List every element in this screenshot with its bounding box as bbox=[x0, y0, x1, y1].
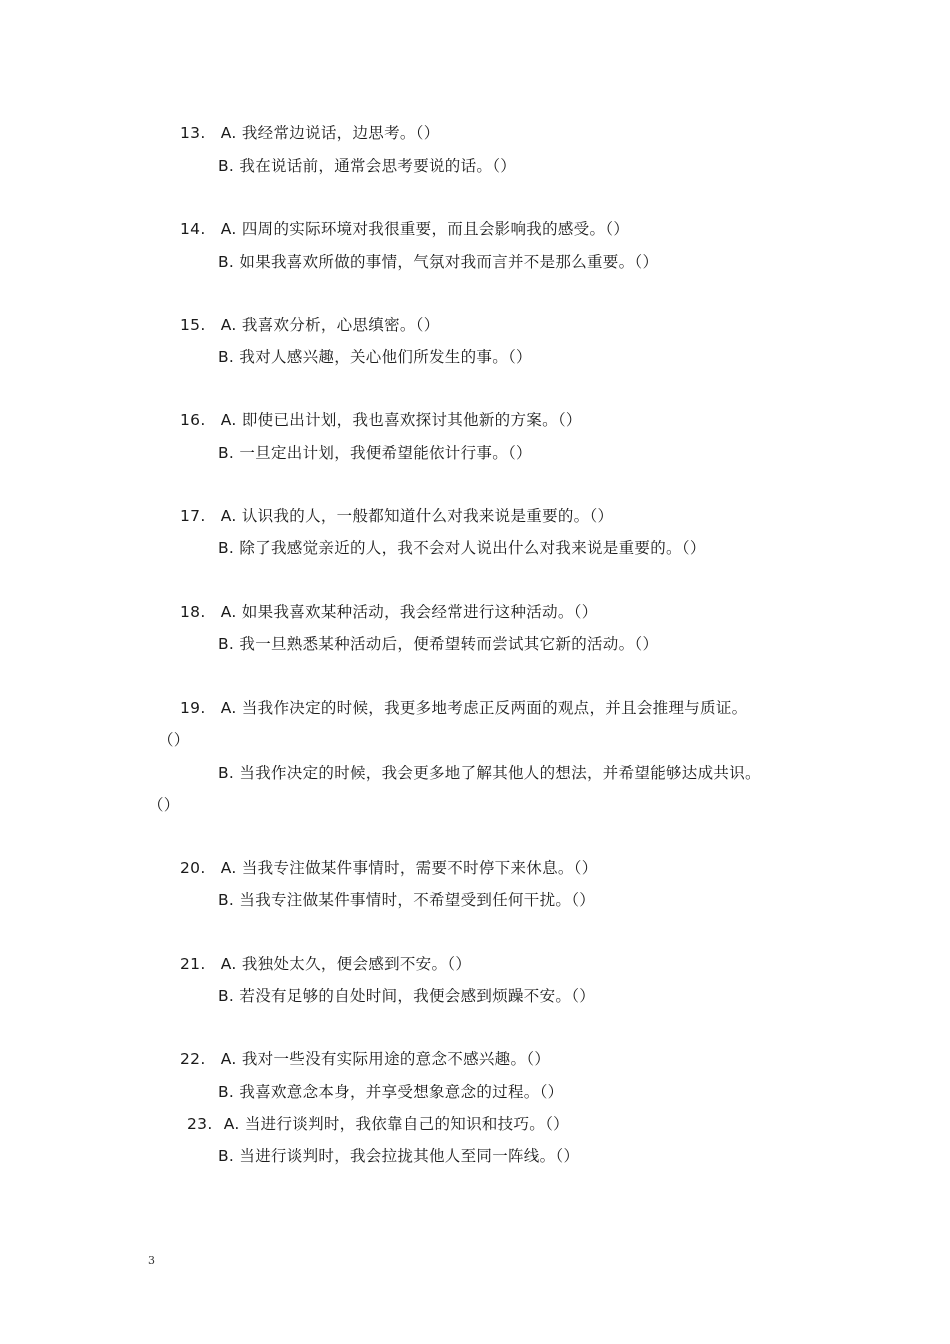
option-a-text: A. 当我作决定的时候，我更多地考虑正反两面的观点，并且会推理与质证。 bbox=[220, 699, 748, 717]
question-number: 13. bbox=[180, 124, 206, 142]
question-number: 16. bbox=[180, 411, 206, 429]
question-number: 20. bbox=[180, 859, 206, 877]
option-a-text: A. 我经常边说话，边思考。（） bbox=[220, 124, 440, 142]
question-14-option-a bbox=[180, 218, 629, 240]
question-18-option-a bbox=[180, 601, 598, 623]
question-number: 15. bbox=[180, 316, 206, 334]
question-number: 23. bbox=[187, 1115, 213, 1133]
option-a-text: A. 四周的实际环境对我很重要，而且会影响我的感受。（） bbox=[220, 220, 630, 238]
question-23-option-a bbox=[187, 1113, 569, 1135]
question-19-option-a-wrap bbox=[158, 729, 190, 751]
option-a-text: A. 即使已出计划，我也喜欢探讨其他新的方案。（） bbox=[220, 411, 582, 429]
question-15-option-a bbox=[180, 314, 440, 336]
option-b-text: B. 我在说话前，通常会思考要说的话。（） bbox=[218, 157, 517, 175]
question-20-option-a bbox=[180, 857, 598, 879]
question-15-option-b bbox=[218, 346, 532, 368]
question-17-option-b bbox=[218, 537, 706, 559]
option-b-text: B. 当我专注做某件事情时，不希望受到任何干扰。（） bbox=[218, 891, 596, 909]
question-16-option-b bbox=[218, 442, 532, 464]
question-number: 22. bbox=[180, 1050, 206, 1068]
question-number: 21. bbox=[180, 955, 206, 973]
option-b-text: B. 除了我感觉亲近的人，我不会对人说出什么对我来说是重要的。（） bbox=[218, 539, 706, 557]
question-17-option-a bbox=[180, 505, 613, 527]
option-b-text: B. 如果我喜欢所做的事情，气氛对我而言并不是那么重要。（） bbox=[218, 253, 659, 271]
option-b-wrap-text: （） bbox=[148, 796, 180, 814]
question-number: 19. bbox=[180, 699, 206, 717]
option-b-text: B. 我喜欢意念本身，并享受想象意念的过程。（） bbox=[218, 1083, 564, 1101]
option-a-text: A. 当我专注做某件事情时，需要不时停下来休息。（） bbox=[220, 859, 598, 877]
page-number: 3 bbox=[148, 1254, 155, 1267]
question-13-option-b bbox=[218, 155, 516, 177]
question-number: 17. bbox=[180, 507, 206, 525]
option-b-text: B. 当我作决定的时候，我会更多地了解其他人的想法，并希望能够达成共识。 bbox=[218, 764, 761, 782]
option-a-text: A. 我喜欢分析，心思缜密。（） bbox=[220, 316, 440, 334]
question-18-option-b bbox=[218, 633, 658, 655]
option-a-text: A. 我对一些没有实际用途的意念不感兴趣。（） bbox=[220, 1050, 551, 1068]
question-21-option-a bbox=[180, 953, 471, 975]
option-a-text: A. 当进行谈判时，我依靠自己的知识和技巧。（） bbox=[223, 1115, 569, 1133]
question-14-option-b bbox=[218, 251, 658, 273]
question-20-option-b bbox=[218, 889, 595, 911]
option-a-text: A. 如果我喜欢某种活动，我会经常进行这种活动。（） bbox=[220, 603, 598, 621]
option-a-text: A. 认识我的人，一般都知道什么对我来说是重要的。（） bbox=[220, 507, 614, 525]
question-19-option-b-wrap bbox=[148, 794, 180, 816]
question-21-option-b bbox=[218, 985, 595, 1007]
question-19-option-b bbox=[218, 762, 761, 784]
question-number: 14. bbox=[180, 220, 206, 238]
question-16-option-a bbox=[180, 409, 582, 431]
option-a-wrap-text: （） bbox=[158, 731, 190, 749]
question-22-option-b bbox=[218, 1081, 563, 1103]
question-19-option-a bbox=[180, 697, 747, 719]
question-number: 18. bbox=[180, 603, 206, 621]
question-23-option-b bbox=[218, 1145, 579, 1167]
question-13-option-a bbox=[180, 122, 440, 144]
option-b-text: B. 一旦定出计划，我便希望能依计行事。（） bbox=[218, 444, 532, 462]
option-b-text: B. 若没有足够的自处时间，我便会感到烦躁不安。（） bbox=[218, 987, 596, 1005]
question-22-option-a bbox=[180, 1048, 550, 1070]
option-b-text: B. 当进行谈判时，我会拉拢其他人至同一阵线。（） bbox=[218, 1147, 580, 1165]
option-b-text: B. 我一旦熟悉某种活动后，便希望转而尝试其它新的活动。（） bbox=[218, 635, 659, 653]
option-b-text: B. 我对人感兴趣，关心他们所发生的事。（） bbox=[218, 348, 532, 366]
option-a-text: A. 我独处太久，便会感到不安。（） bbox=[220, 955, 472, 973]
